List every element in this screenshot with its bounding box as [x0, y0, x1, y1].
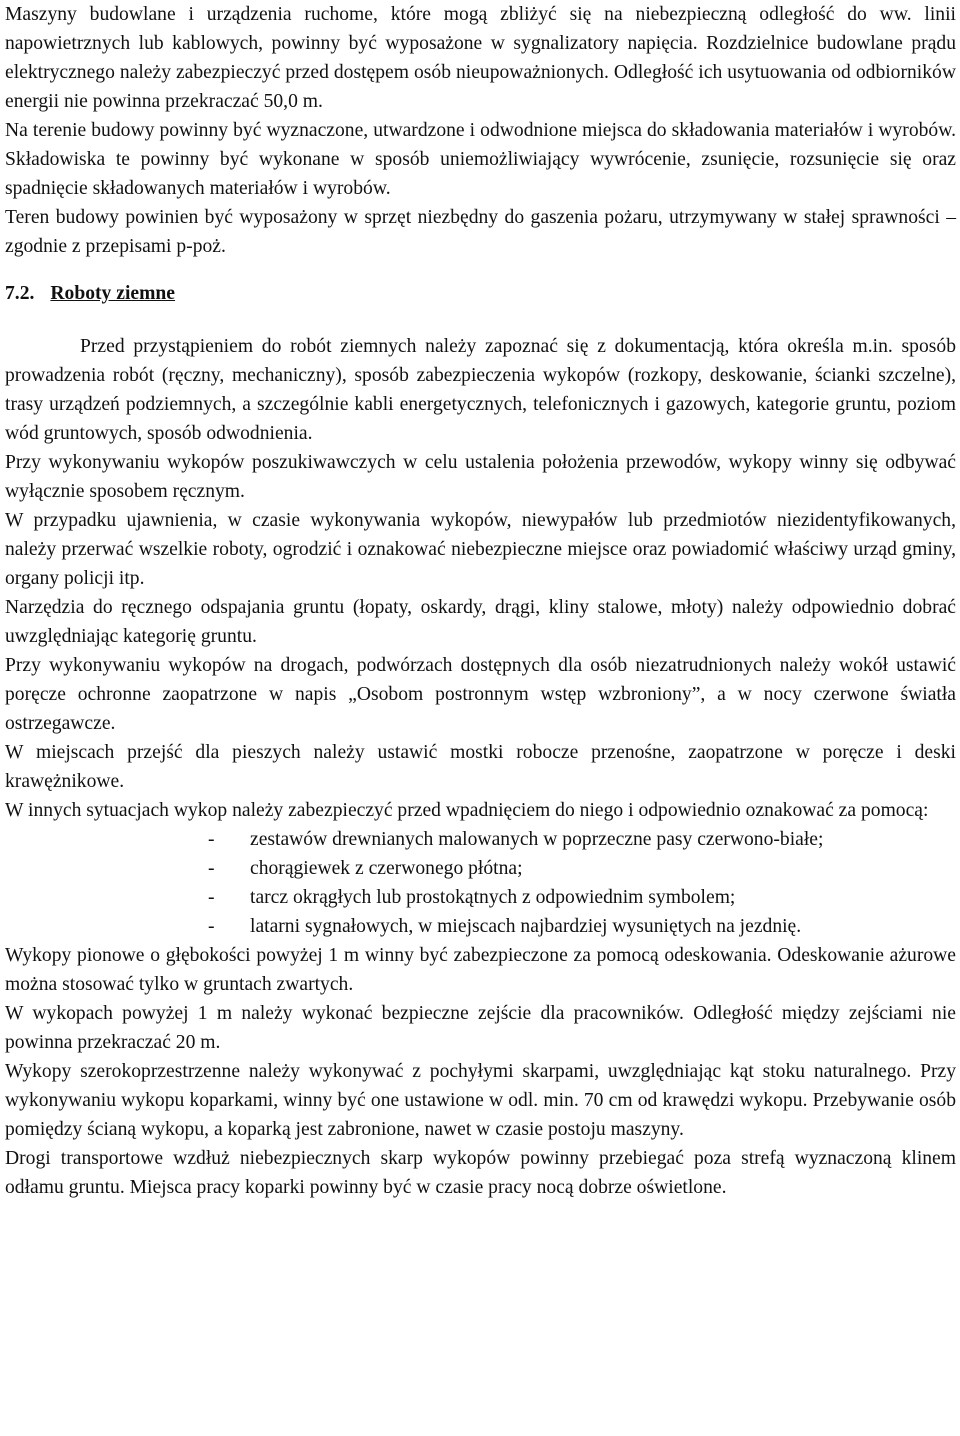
marking-methods-list [5, 825, 956, 941]
section-paragraph-5: Przy wykonywaniu wykopów na drogach, podwórzach dostępnych dla osób niezatrudnionych należy wokół ustawić poręcze ochronne zaopatrzone w napis „Osobom postronnym wstęp wzbroniony”, a w nocy czerwone światła ostrzegawcze. [5, 655, 956, 734]
list-bullet: - [208, 887, 215, 908]
list-bullet: - [208, 916, 215, 937]
list-item-text: zestawów drewnianych malowanych w poprzeczne pasy czerwono-białe; [250, 829, 824, 850]
closing-paragraph-2: W wykopach powyżej 1 m należy wykonać bezpieczne zejście dla pracowników. Odległość między zejściami nie powinna przekraczać 20 m. [5, 1003, 956, 1053]
closing-paragraph-4: Drogi transportowe wzdłuż niebezpiecznych skarp wykopów powinny przebiegać poza strefą wyznaczoną klinem odłamu gruntu. Miejsca pracy koparki powinny być w czasie pracy nocą dobrze oświetlone. [5, 1148, 956, 1198]
section-paragraph-3: W przypadku ujawnienia, w czasie wykonywania wykopów, niewypałów lub przedmiotów niezidentyfikowanych, należy przerwać wszelkie roboty, ogrodzić i oznakować niebezpieczne miejsce oraz powiadomić właściwy urząd gminy, organy policji itp. [5, 510, 956, 589]
list-item-text: latarni sygnałowych, w miejscach najbardziej wysuniętych na jezdnię. [250, 916, 802, 937]
closing-paragraph-3: Wykopy szerokoprzestrzenne należy wykonywać z pochyłymi skarpami, uwzględniając kąt stoku naturalnego. Przy wykonywaniu wykopu koparkami, winny być one ustawione w odl. min. 70 cm od krawędzi wykopu. Przebywanie osób pomiędzy ścianą wykopu, a koparką jest zabronione, nawet w czasie postoju maszyny. [5, 1061, 956, 1140]
list-item-text: chorągiewek z czerwonego płótna; [250, 858, 523, 879]
section-paragraph-4: Narzędzia do ręcznego odspajania gruntu (łopaty, oskardy, drągi, kliny stalowe, młoty) należy odpowiednio dobrać uwzględniając kategorię gruntu. [5, 597, 956, 647]
section-heading [5, 279, 956, 308]
intro-paragraph-2: Na terenie budowy powinny być wyznaczone, utwardzone i odwodnione miejsca do składowania materiałów i wyrobów. Składowiska te powinny być wykonane w sposób uniemożliwiający wywrócenie, zsunięcie, rozsunięcie się oraz spadnięcie składowanych materiałów i wyrobów. [5, 120, 956, 199]
closing-paragraph-1: Wykopy pionowe o głębokości powyżej 1 m winny być zabezpieczone za pomocą odeskowania. Odeskowanie ażurowe można stosować tylko w gruntach zwartych. [5, 945, 956, 995]
section-paragraph-6: W miejscach przejść dla pieszych należy ustawić mostki robocze przenośne, zaopatrzone w poręcze i deski krawężnikowe. [5, 742, 956, 792]
list-item [208, 854, 956, 883]
list-bullet: - [208, 858, 215, 879]
section-paragraph-2: Przy wykonywaniu wykopów poszukiwawczych w celu ustalenia położenia przewodów, wykopy winny się odbywać wyłącznie sposobem ręcznym. [5, 452, 956, 502]
document-page [5, 0, 956, 1202]
list-bullet: - [208, 829, 215, 850]
section-paragraph-7: W innych sytuacjach wykop należy zabezpieczyć przed wpadnięciem do niego i odpowiednio oznakować za pomocą: [5, 800, 929, 821]
list-item [208, 912, 956, 941]
list-item [208, 883, 956, 912]
section-number: 7.2. [5, 283, 35, 304]
section-title: Roboty ziemne [50, 283, 176, 304]
list-item [208, 825, 956, 854]
section-paragraph-1: Przed przystąpieniem do robót ziemnych należy zapoznać się z dokumentacją, która określa m.in. sposób prowadzenia robót (ręczny, mechaniczny), sposób zabezpieczenia wykopów (rozkopy, deskowanie, ścianki szczelne), trasy urządzeń podziemnych, a szczególnie kabli energetycznych, telefonicznych i gazowych, kategorie gruntu, poziom wód gruntowych, sposób odwodnienia. [5, 336, 956, 444]
intro-paragraph-3: Teren budowy powinien być wyposażony w sprzęt niezbędny do gaszenia pożaru, utrzymywany w stałej sprawności – zgodnie z przepisami p-poż. [5, 207, 956, 257]
list-item-text: tarcz okrągłych lub prostokątnych z odpowiednim symbolem; [250, 887, 736, 908]
intro-paragraph-1: Maszyny budowlane i urządzenia ruchome, które mogą zbliżyć się na niebezpieczną odległość do ww. linii napowietrznych lub kablowych, powinny być wyposażone w sygnalizatory napięcia. Rozdzielnice budowlane prądu elektrycznego należy zabezpieczyć przed dostępem osób nieupoważnionych. Odległość ich usytuowania od odbiorników energii nie powinna przekraczać 50,0 m. [5, 4, 956, 112]
